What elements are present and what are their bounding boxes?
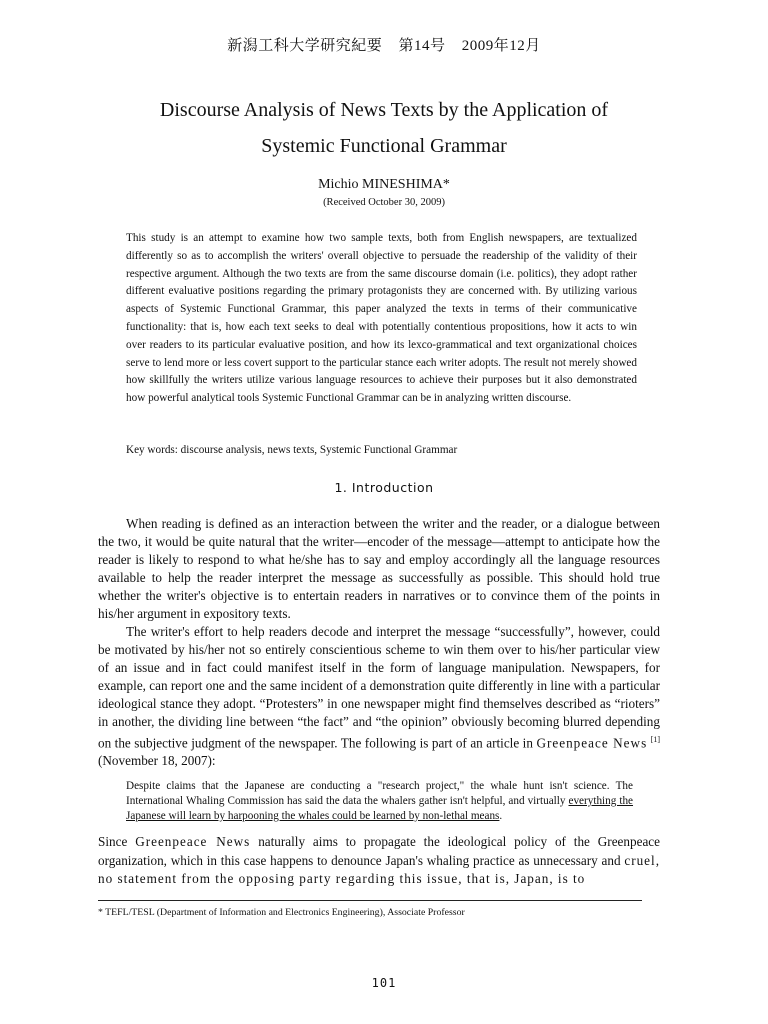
title-line-1: Discourse Analysis of News Texts by the Application of [159, 99, 609, 121]
journal-header [0, 34, 768, 55]
received-date: (Received October 30, 2009) [323, 197, 445, 208]
block-quote [126, 779, 633, 824]
paragraph-3-start: Since [98, 834, 128, 849]
paragraph-2 [98, 623, 660, 770]
footnote: * TEFL/TESL (Department of Information and Electronics Engineering), Associate Professor [98, 907, 465, 918]
footnote-divider [98, 900, 642, 901]
abstract: This study is an attempt to examine how two sample texts, both from English newspapers, are textualized differently so as to accomplish the writers' overall objective to persuade the readership of the validity of their respective argument. Although the two texts are from the same discourse domain (i.e. politics), they adopt rather different evaluative positions regarding the primary protagonists they are concerned with. By utilizing various aspects of Systemic Functional Grammar, this paper analyzed the texts in terms of their communicative functionality: that is, how each text seeks to deal with potentially contentious propositions, how it acts to win over readers to its particular evaluative position, and how its lexco-grammatical and text organizational choices serve to lend more or less covert support to the particular stance each writer adopts. The result not merely showed how skillfully the writers utilize various language resources to achieve their purposes but it also demonstrated how powerful analytical tools Systemic Functional Grammar can be in analyzing written discourse. [126, 232, 637, 405]
quote-text: Despite claims that the Japanese are conducting a "research project," the whale hunt isn't science. The International Whaling Commission has said the data the whalers gather isn't helpful, and virtually [126, 780, 633, 807]
paragraph-3 [98, 833, 660, 889]
page-number: 101 [371, 976, 397, 990]
paragraph-3-last-line: cruel, no statement from the opposing party regarding this issue, that is, Japan, is to [98, 852, 660, 886]
quote-underlined: everything the Japanese will learn by harpooning the whales could be learned by non-lethal means [126, 795, 634, 822]
title-line-2: Systemic Functional Grammar [261, 135, 507, 157]
source-name: Greenpeace News [536, 735, 648, 751]
reference-marker: [1] [650, 735, 661, 744]
paragraph-1-text: When reading is defined as an interaction between the writer and the reader, or a dialogue between the two, it would be quite natural that the writer—encoder of the message—attempt to anticipate how the reader is likely to respond to what he/she has to say and employ accordingly all the language resources available to help the reader interpret the message as successfully as possible. This should hold true whether the writer's objective is to entertain readers in narratives or to convince them of the points in his/her argument in expository texts. [98, 516, 660, 621]
paragraph-3-text: naturally aims to propagate the ideological policy of the Greenpeace organization, which in this case happens to denounce Japan's whaling practice as unnecessary and [98, 834, 660, 868]
journal-issue: 第14号 [398, 38, 446, 54]
paragraph-2-text: The writer's effort to help readers decode and interpret the message “successfully”, however, could be motivated by his/her not so entirely conscientious scheme to win them over to his/her particular view of an issue and in fact could manifest itself in the form of language manipulation. Newspapers, for example, can report one and the same incident of a demonstration quite differently in line with a particular ideological stance they adopt. “Protesters” in one newspaper might find themselves described as “rioters” in another, the dividing line between “the fact” and “the opinion” obviously becoming blurred depending on the subjective judgment of the newspaper. The following is part of an article in [98, 624, 660, 751]
keywords: Key words: discourse analysis, news texts, Systemic Functional Grammar [126, 444, 458, 456]
paper-title [60, 92, 708, 164]
quote-end: . [499, 810, 503, 822]
source-name-2: Greenpeace News [135, 834, 251, 849]
journal-name: 新潟工科大学研究紀要 [227, 38, 383, 54]
source-date: (November 18, 2007): [98, 753, 216, 769]
journal-date: 2009年12月 [461, 38, 541, 54]
section-heading: 1. Introduction [334, 480, 434, 495]
author: Michio MINESHIMA* [318, 177, 450, 192]
paragraph-1 [98, 515, 660, 623]
